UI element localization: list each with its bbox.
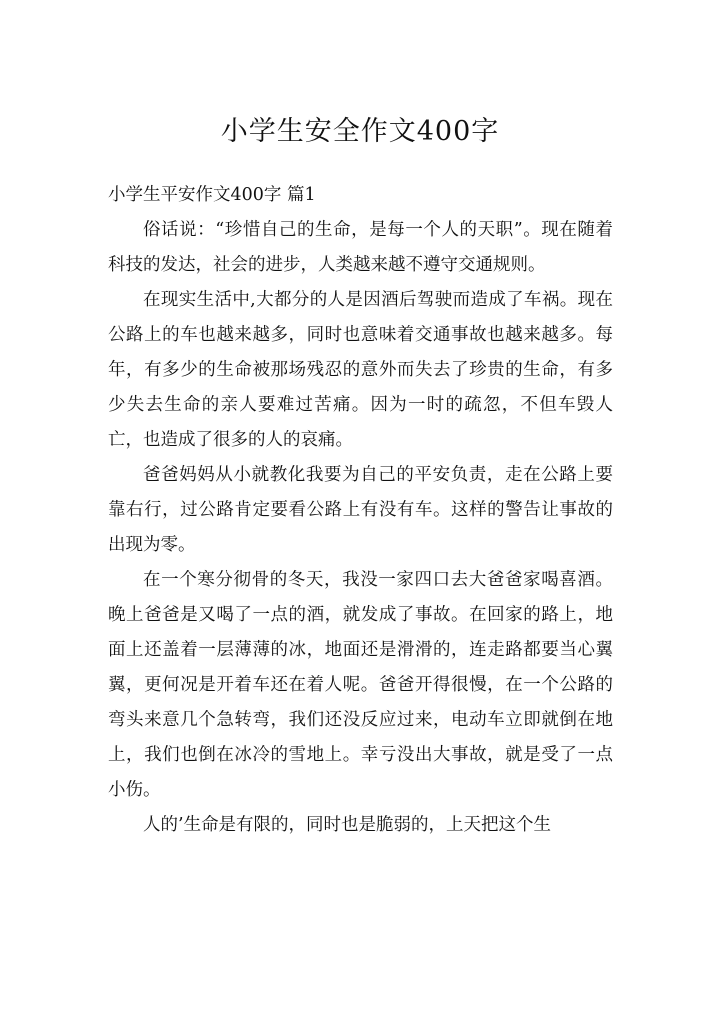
document-title: 小学生安全作文400字 <box>220 116 500 147</box>
paragraph-3: 爸爸妈妈从小就教化我要为自己的平安负责，走在公路上要靠右行，过公路肯定要看公路上有没有车。这样的警告让事故的出现为零。 <box>108 465 613 555</box>
paragraph-4: 在一个寒分彻骨的冬天，我没一家四口去大爸爸家喝喜酒。晚上爸爸是又喝了一点的酒，就发成了事故。在回家的路上，地面上还盖着一层薄薄的冰，地面还是滑滑的，连走路都要当心翼翼，更何况是开着车还在着人呢。爸爸开得很慢，在一个公路的弯头来意几个急转弯，我们还没反应过来，电动车立即就倒在地上，我们也倒在冰冷的雪地上。幸亏没出大事故，就是受了一点小伤。 <box>108 570 613 800</box>
paragraph-1: 俗话说：“珍惜自己的生命，是每一个人的天职”。现在随着科技的发达，社会的进步，人类越来越不遵守交通规则。 <box>108 220 613 275</box>
section-heading: 小学生平安作文400字 篇1 <box>108 185 316 205</box>
paragraph-5: 人的’生命是有限的，同时也是脆弱的，上天把这个生 <box>143 815 552 835</box>
paragraph-2: 在现实生活中,大都分的人是因酒后驾驶而造成了车祸。现在公路上的车也越来越多，同时也意味着交通事故也越来越多。每年，有多少的生命被那场残忍的意外而失去了珍贵的生命，有多少失去生命的亲人要难过苦痛。因为一时的疏忽，不但车毁人亡，也造成了很多的人的哀痛。 <box>108 290 613 450</box>
document-body <box>108 178 613 843</box>
